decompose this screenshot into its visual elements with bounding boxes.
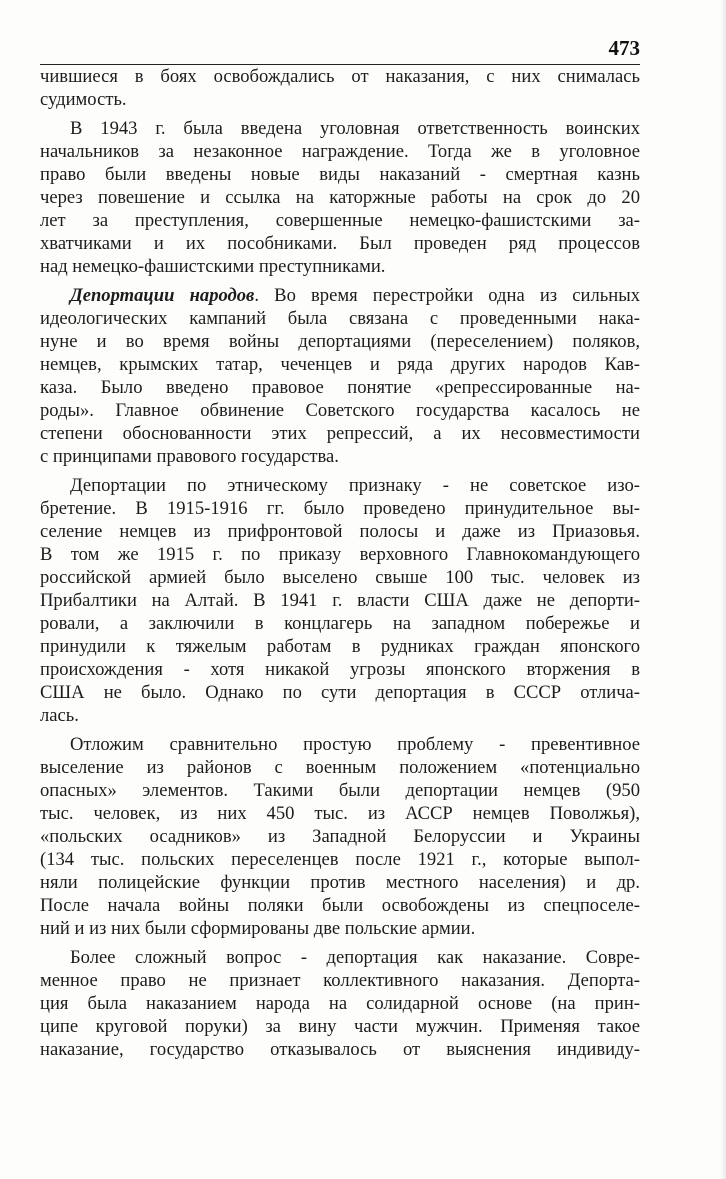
text-line: В 1943 г. была введена уголовная ответственность воинских: [70, 118, 640, 139]
text-line: роды». Главное обвинение Советского государства касалось не: [40, 400, 640, 421]
page-edge-shadow: [720, 0, 726, 1179]
paragraph-preventive-resettlement: [40, 733, 640, 940]
body-text: [40, 65, 640, 1067]
text-line: Более сложный вопрос - депортация как наказание. Совре-: [70, 947, 640, 968]
text-line: принудили к тяжелым работам в рудниках граждан японского: [40, 636, 640, 657]
text-line: немцев, крымских татар, чеченцев и ряда других народов Кав-: [40, 354, 640, 375]
text-line: США не было. Однако по сути депортация в СССР отлича-: [40, 682, 640, 703]
text-line: В том же 1915 г. по приказу верховного Главнокомандующего: [40, 544, 640, 565]
text-line: Депортации по этническому признаку - не советское изо-: [70, 475, 640, 496]
page-number: 473: [608, 36, 640, 60]
text-line: чившиеся в боях освобождались от наказания, с них снималась: [40, 66, 640, 87]
text-line: нуне и во время войны депортациями (переселением) поляков,: [40, 331, 640, 352]
text-line: После начала войны поляки были освобождены из спецпоселе-: [40, 895, 640, 916]
text-line: наказание, государство отказывалось от выяснения индивиду-: [40, 1039, 640, 1060]
paragraph-continuation: [40, 65, 640, 111]
text-line: лет за преступления, совершенные немецко-фашистскими за-: [40, 210, 640, 231]
text-line: через повешение и ссылка на каторжные работы на срок до 20: [40, 187, 640, 208]
text-line: судимость.: [40, 89, 127, 110]
text-line: «польских осадников» из Западной Белоруссии и Украины: [40, 826, 640, 847]
text-line: с принципами правового государства.: [40, 446, 339, 467]
paragraph-1943-liability: [40, 117, 640, 278]
text-line: степени обоснованности этих репрессий, а их несовместимости: [40, 423, 640, 444]
text-line: ровали, а заключили в концлагерь на западном побережье и: [40, 613, 640, 634]
text-line: право были введены новые виды наказаний - смертная казнь: [40, 164, 640, 185]
text-line: бретение. В 1915-1916 гг. было проведено принудительное вы-: [40, 498, 640, 519]
paragraph-deportations-heading: [40, 284, 640, 468]
text-line: опасных» элементов. Такими были депортации немцев (950: [40, 780, 640, 801]
text-line: идеологических кампаний была связана с проведенными нака-: [40, 308, 640, 329]
paragraph-ethnic-deportations: [40, 474, 640, 727]
text-line: селение немцев из прифронтовой полосы и даже из Приазовья.: [40, 521, 640, 542]
text-line: российской армией было выселено свыше 100 тыс. человек из: [40, 567, 640, 588]
page-header: [40, 36, 640, 66]
text-line: над немецко-фашистскими преступниками.: [40, 256, 386, 277]
text-line: лась.: [40, 705, 79, 726]
text-line: начальников за незаконное награждение. Тогда же в уголовное: [40, 141, 640, 162]
text-line: няли полицейские функции против местного населения) и др.: [40, 872, 640, 893]
text-line: хватчиками и их пособниками. Был проведен ряд процессов: [40, 233, 640, 254]
text-line: ципе круговой поруки) за вину части мужчин. Применяя такое: [40, 1016, 640, 1037]
text-fragment: . Во время перестройки одна из сильных: [254, 285, 640, 306]
text-line: (134 тыс. польских переселенцев после 1921 г., которые выпол-: [40, 849, 640, 870]
text-line: тыс. человек, из них 450 тыс. из АССР немцев Поволжья),: [40, 803, 640, 824]
text-line: происхождения - хотя никакой угрозы японского вторжения в: [40, 659, 640, 680]
text-line: каза. Было введено правовое понятие «репрессированные на-: [40, 377, 640, 398]
text-line: [40, 284, 640, 307]
text-line: ция была наказанием народа на солидарной основе (на прин-: [40, 993, 640, 1014]
text-line: выселение из районов с военным положением «потенциально: [40, 757, 640, 778]
section-heading: Депортации народов: [70, 285, 255, 306]
text-line: ний и из них были сформированы две польские армии.: [40, 918, 476, 939]
text-line: менное право не признает коллективного наказания. Депорта-: [40, 970, 640, 991]
paragraph-collective-punishment: [40, 946, 640, 1061]
text-line: Прибалтики на Алтай. В 1941 г. власти США даже не депорти-: [40, 590, 640, 611]
text-line: Отложим сравнительно простую проблему - превентивное: [70, 734, 640, 755]
